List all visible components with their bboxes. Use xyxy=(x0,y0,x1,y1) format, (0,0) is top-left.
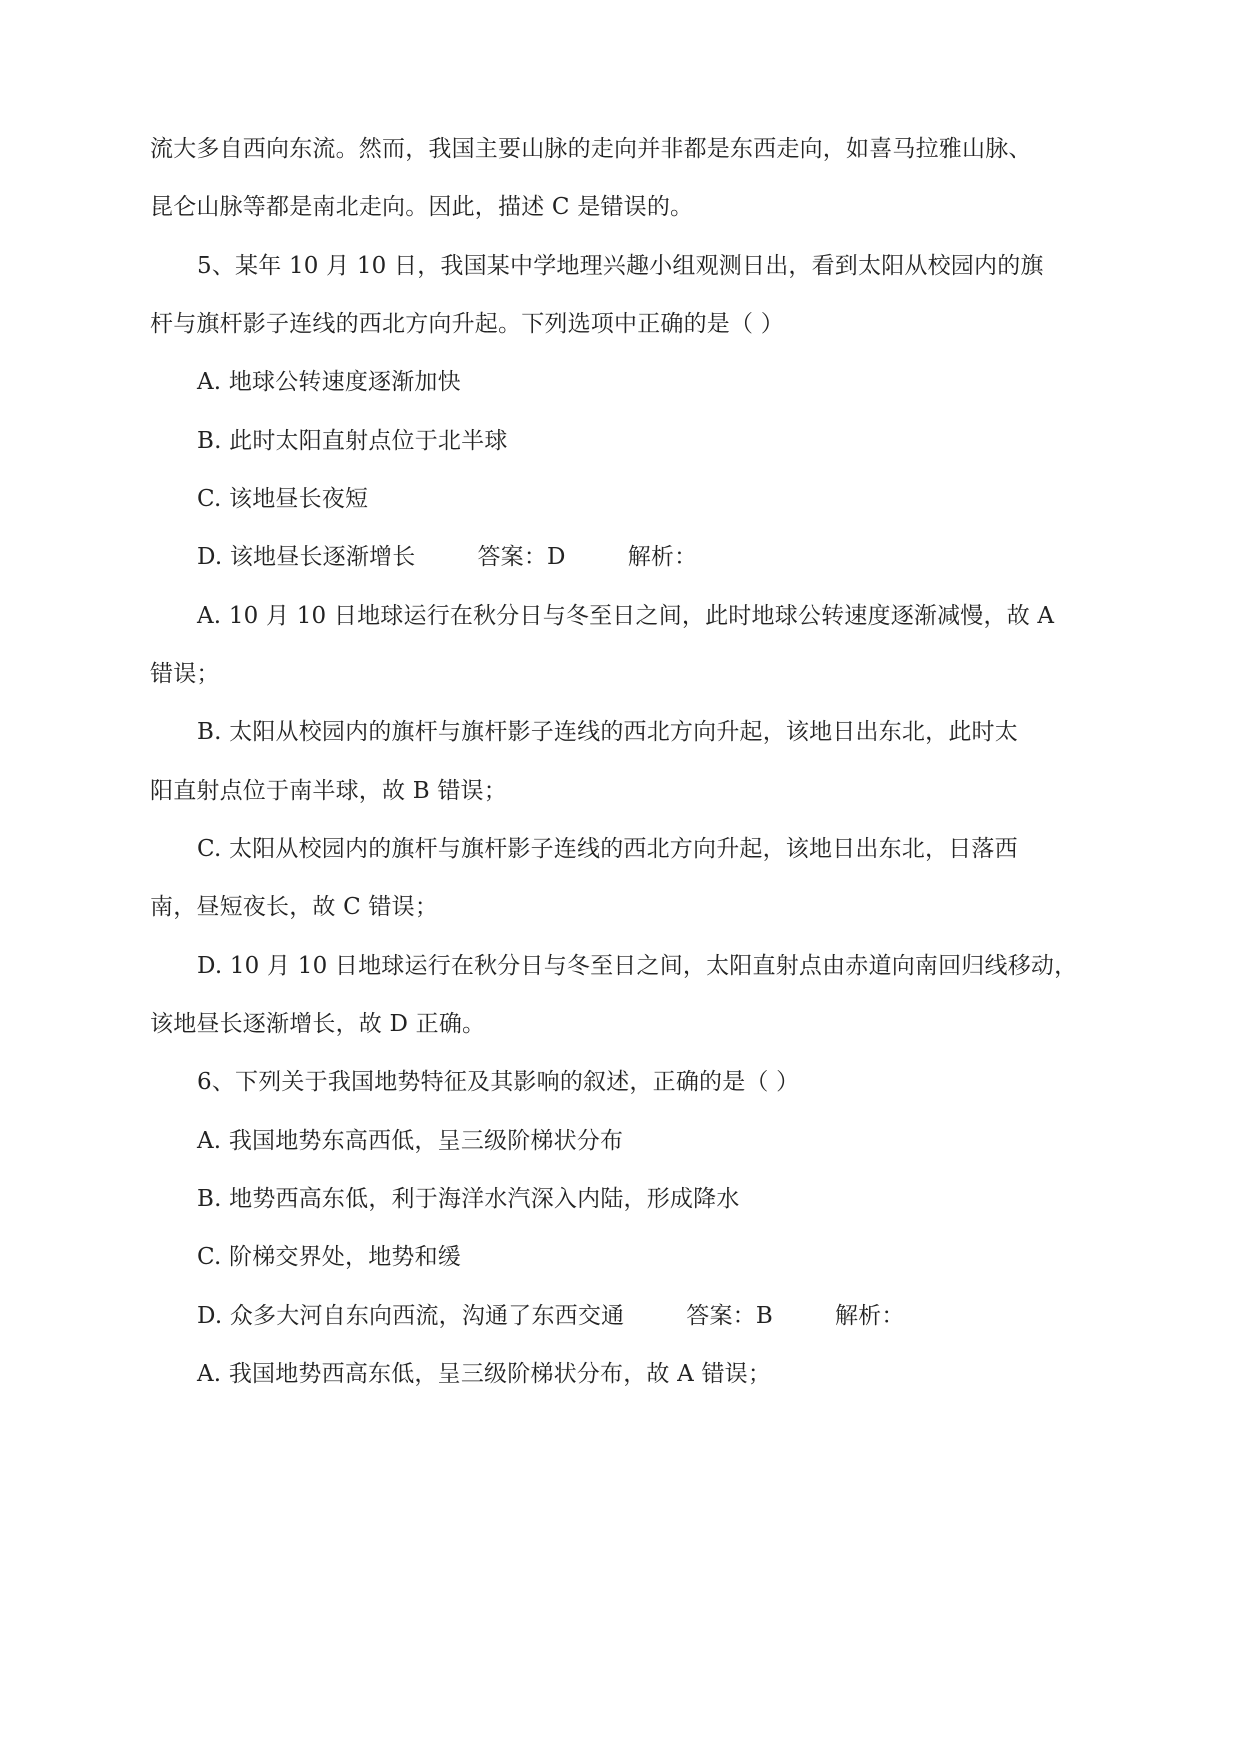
q5-analysis-d: D. 10 月 10 日地球运行在秋分日与冬至日之间，太阳直射点由赤道向南回归线移动， xyxy=(197,953,1078,979)
q5-option-c: C. 该地昼长夜短 xyxy=(197,486,369,512)
q5-option-b: B. 此时太阳直射点位于北半球 xyxy=(197,428,508,454)
q5-option-d: D. 该地昼长逐渐增长 xyxy=(197,544,416,570)
q6-option-d: D. 众多大河自东向西流，沟通了东西交通 xyxy=(197,1303,625,1329)
question-5-stem: 5、某年 10 月 10 日，我国某中学地理兴趣小组观测日出，看到太阳从校园内的旗 xyxy=(197,253,1044,279)
q5-analysis-c-cont: 南，昼短夜长，故 C 错误； xyxy=(150,894,439,920)
q5-analysis-d-cont: 该地昼长逐渐增长，故 D 正确。 xyxy=(150,1011,486,1037)
q5-answer: 答案：D xyxy=(477,544,566,570)
q6-option-c: C. 阶梯交界处，地势和缓 xyxy=(197,1244,462,1270)
q6-answer: 答案：B xyxy=(686,1303,773,1329)
q5-analysis-a: A. 10 月 10 日地球运行在秋分日与冬至日之间，此时地球公转速度逐渐减慢，故 A xyxy=(197,603,1055,629)
q5-analysis-b-cont: 阳直射点位于南半球，故 B 错误； xyxy=(150,778,507,804)
q5-option-d-line xyxy=(197,542,1157,572)
question-6-stem: 6、下列关于我国地势特征及其影响的叙述，正确的是（ ） xyxy=(197,1069,800,1095)
question-5-stem-cont: 杆与旗杆影子连线的西北方向升起。下列选项中正确的是（ ） xyxy=(150,311,784,337)
q6-analysis-a: A. 我国地势西高东低，呈三级阶梯状分布，故 A 错误； xyxy=(197,1361,772,1387)
q5-analysis-c: C. 太阳从校园内的旗杆与旗杆影子连线的西北方向升起，该地日出东北，日落西 xyxy=(197,836,1018,862)
q5-analysis-label: 解析： xyxy=(627,544,698,570)
q6-analysis-label: 解析： xyxy=(834,1303,905,1329)
q6-option-d-line xyxy=(197,1301,1157,1331)
text-line: 流大多自西向东流。然而，我国主要山脉的走向并非都是东西走向，如喜马拉雅山脉、 xyxy=(150,136,1032,162)
text-line: 昆仑山脉等都是南北走向。因此，描述 C 是错误的。 xyxy=(150,194,694,220)
q5-analysis-a-cont: 错误； xyxy=(150,661,220,687)
q6-option-b: B. 地势西高东低，利于海洋水汽深入内陆，形成降水 xyxy=(197,1186,740,1212)
q6-option-a: A. 我国地势东高西低，呈三级阶梯状分布 xyxy=(197,1128,624,1154)
q5-analysis-b: B. 太阳从校园内的旗杆与旗杆影子连线的西北方向升起，该地日出东北，此时太 xyxy=(197,719,1018,745)
q5-option-a: A. 地球公转速度逐渐加快 xyxy=(197,369,461,395)
